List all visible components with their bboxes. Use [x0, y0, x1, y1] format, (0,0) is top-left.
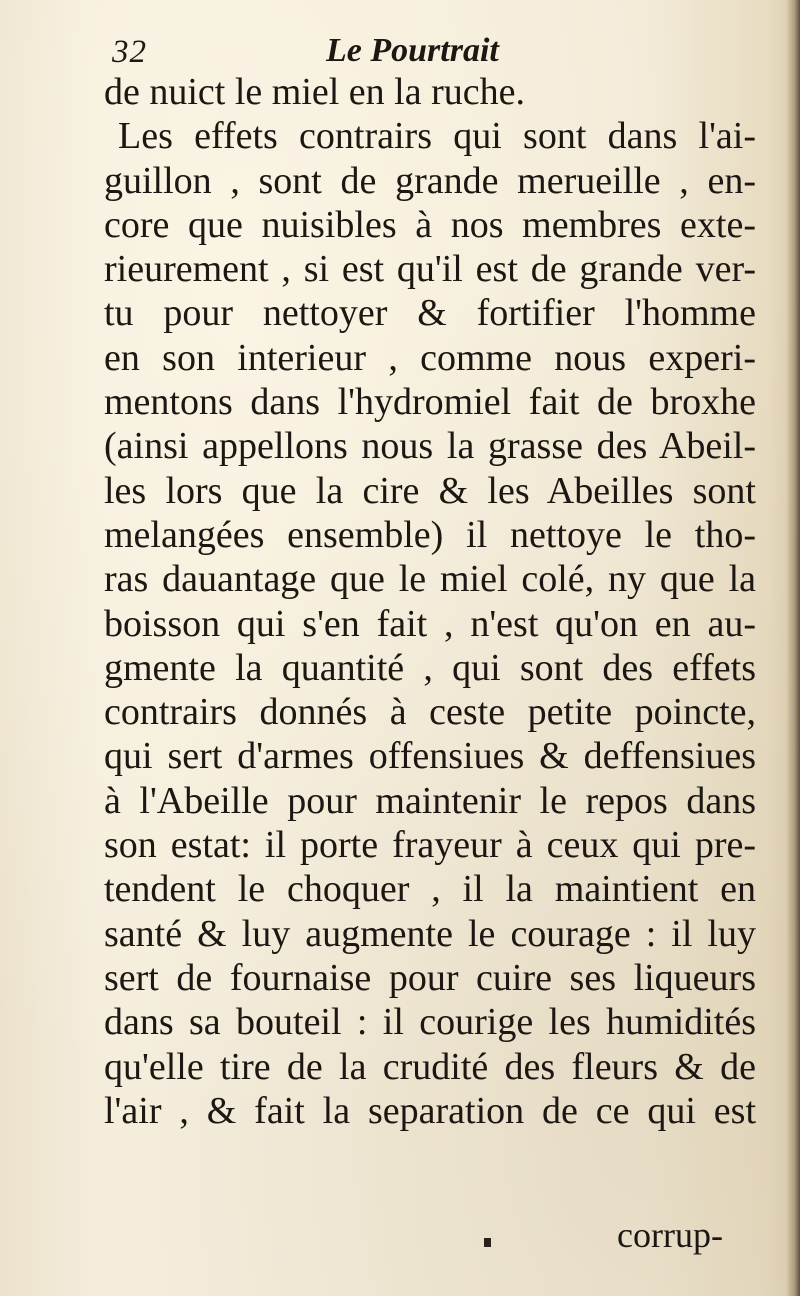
text-line: guillon , sont de grande merueille , en-: [104, 159, 756, 202]
text-line: contrairs donnés à ceste petite poincte,: [104, 691, 756, 734]
text-line: ras dauantage que le miel colé, ny que la: [104, 558, 756, 601]
text-line: (ainsi appellons nous la grasse des Abeil-: [104, 425, 756, 468]
text-line: Les effets contrairs qui sont dans l'ai-: [118, 115, 756, 158]
text-line: mentons dans l'hydromiel fait de broxhe: [104, 381, 756, 424]
catchword: corrup-: [617, 1215, 723, 1255]
page-number: 32: [112, 34, 147, 70]
text-line: son estat: il porte frayeur à ceux qui pre-: [104, 824, 756, 867]
text-line: santé & luy augmente le courage : il luy: [104, 912, 756, 955]
text-line: qui sert d'armes offensiues & deffensiues: [104, 735, 756, 778]
text-line: à l'Abeille pour maintenir le repos dans: [104, 779, 756, 822]
text-line: dans sa bouteil : il courige les humidités: [104, 1001, 756, 1044]
text-line: rieurement , si est qu'il est de grande ver-: [104, 248, 756, 291]
printer-mark: [484, 1238, 491, 1247]
text-line: en son interieur , comme nous experi-: [104, 336, 756, 379]
text-line: sert de fournaise pour cuire ses liqueurs: [104, 956, 756, 999]
text-line: gmente la quantité , qui sont des effets: [104, 646, 756, 689]
text-line: l'air , & fait la separation de ce qui est: [104, 1089, 756, 1132]
text-line: tendent le choquer , il la maintient en: [104, 868, 756, 911]
text-line: core que nuisibles à nos membres exte-: [104, 203, 756, 246]
page-header: [108, 30, 748, 74]
text-line: melangées ensemble) il nettoye le tho-: [104, 513, 756, 556]
text-line: les lors que la cire & les Abeilles sont: [104, 469, 756, 512]
body-text: [104, 70, 756, 1133]
text-line: tu pour nettoyer & fortifier l'homme: [104, 292, 756, 335]
text-line: boisson qui s'en fait , n'est qu'on en au-: [104, 602, 756, 645]
running-title: Le Pourtrait: [326, 32, 499, 69]
text-line: de nuict le miel en la ruche.: [104, 71, 525, 113]
text-line: qu'elle tire de la crudité des fleurs & de: [104, 1045, 756, 1088]
page-gutter-shadow: [786, 0, 800, 1296]
